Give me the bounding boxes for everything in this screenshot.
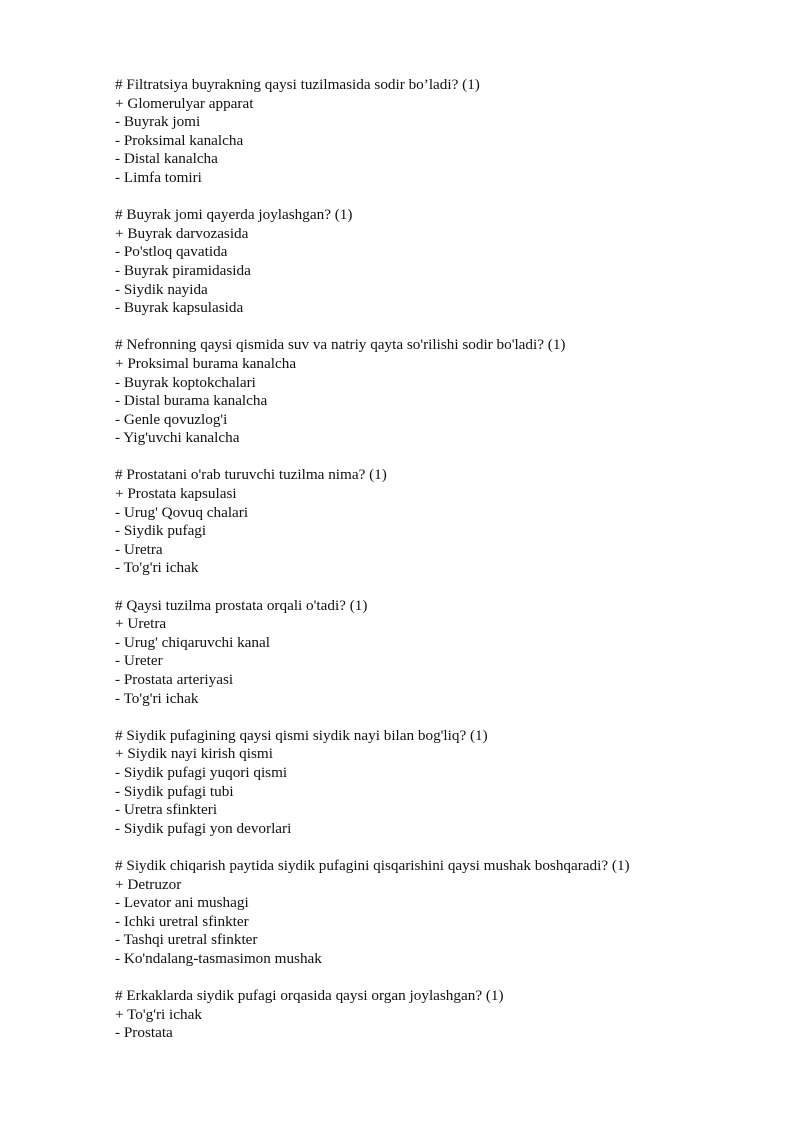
- question-block: [115, 206, 755, 318]
- answer-option: + To'g'ri ichak: [115, 1005, 202, 1023]
- answer-option: - Uretra sfinkteri: [115, 801, 218, 819]
- answer-option: - Distal kanalcha: [115, 150, 218, 168]
- answer-option: - Siydik pufagi tubi: [115, 782, 234, 800]
- question-text: # Buyrak jomi qayerda joylashgan? (1): [115, 206, 353, 224]
- answer-option: + Proksimal burama kanalcha: [115, 354, 297, 372]
- answer-option: - Po'stloq qavatida: [115, 243, 228, 261]
- answer-option: + Prostata kapsulasi: [115, 485, 237, 503]
- answer-option: + Glomerulyar apparat: [115, 94, 254, 112]
- answer-option: - Levator ani mushagi: [115, 894, 249, 912]
- question-text: # Erkaklarda siydik pufagi orqasida qaysi organ joylashgan? (1): [115, 987, 504, 1005]
- answer-option: - Yig'uvchi kanalcha: [115, 429, 240, 447]
- answer-option: - Urug' chiqaruvchi kanal: [115, 633, 270, 651]
- question-block: [115, 727, 755, 839]
- answer-option: + Buyrak darvozasida: [115, 224, 249, 242]
- answer-option: - To'g'ri ichak: [115, 559, 199, 577]
- answer-option: - Tashqi uretral sfinkter: [115, 931, 258, 949]
- answer-option: + Detruzor: [115, 875, 182, 893]
- question-text: # Filtratsiya buyrakning qaysi tuzilmasida sodir bo’ladi? (1): [115, 76, 480, 93]
- question-text: # Siydik pufagining qaysi qismi siydik nayi bilan bog'liq? (1): [115, 726, 488, 744]
- answer-option: - Genle qovuzlog'i: [115, 410, 228, 428]
- answer-option: - Prostata: [115, 1024, 173, 1042]
- answer-option: - Buyrak kapsulasida: [115, 299, 244, 317]
- answer-option: - Siydik pufagi yuqori qismi: [115, 763, 288, 781]
- answer-option: - Siydik pufagi yon devorlari: [115, 819, 292, 837]
- question-block: [115, 76, 755, 188]
- answer-option: - Buyrak piramidasida: [115, 261, 251, 279]
- answer-option: - Prostata arteriyasi: [115, 671, 234, 688]
- answer-option: - Buyrak koptokchalari: [115, 373, 256, 391]
- question-block: [115, 466, 755, 578]
- question-text: # Qaysi tuzilma prostata orqali o'tadi? (1): [115, 596, 368, 614]
- answer-option: - Ichki uretral sfinkter: [115, 912, 249, 930]
- answer-option: - Limfa tomiri: [115, 168, 202, 186]
- answer-option: - Distal burama kanalcha: [115, 392, 268, 410]
- answer-option: - Ureter: [115, 652, 163, 670]
- answer-option: - Buyrak jomi: [115, 113, 201, 131]
- question-block: [115, 857, 755, 969]
- document-page: [115, 76, 755, 1061]
- question-block: [115, 336, 755, 448]
- question-block: [115, 597, 755, 709]
- answer-option: - Proksimal kanalcha: [115, 131, 244, 149]
- question-text: # Prostatani o'rab turuvchi tuzilma nima? (1): [115, 466, 387, 484]
- answer-option: + Siydik nayi kirish qismi: [115, 745, 273, 763]
- question-block: [115, 987, 755, 1043]
- answer-option: + Uretra: [115, 615, 167, 633]
- answer-option: - Ko'ndalang-tasmasimon mushak: [115, 949, 322, 967]
- answer-option: - Urug' Qovuq chalari: [115, 503, 249, 521]
- answer-option: - Uretra: [115, 540, 163, 558]
- question-text: # Nefronning qaysi qismida suv va natriy qayta so'rilishi sodir bo'ladi? (1): [115, 336, 566, 354]
- answer-option: - Siydik pufagi: [115, 522, 207, 540]
- question-text: # Siydik chiqarish paytida siydik pufagini qisqarishini qaysi mushak boshqaradi? (1): [115, 856, 630, 874]
- answer-option: - To'g'ri ichak: [115, 689, 199, 707]
- answer-option: - Siydik nayida: [115, 280, 208, 298]
